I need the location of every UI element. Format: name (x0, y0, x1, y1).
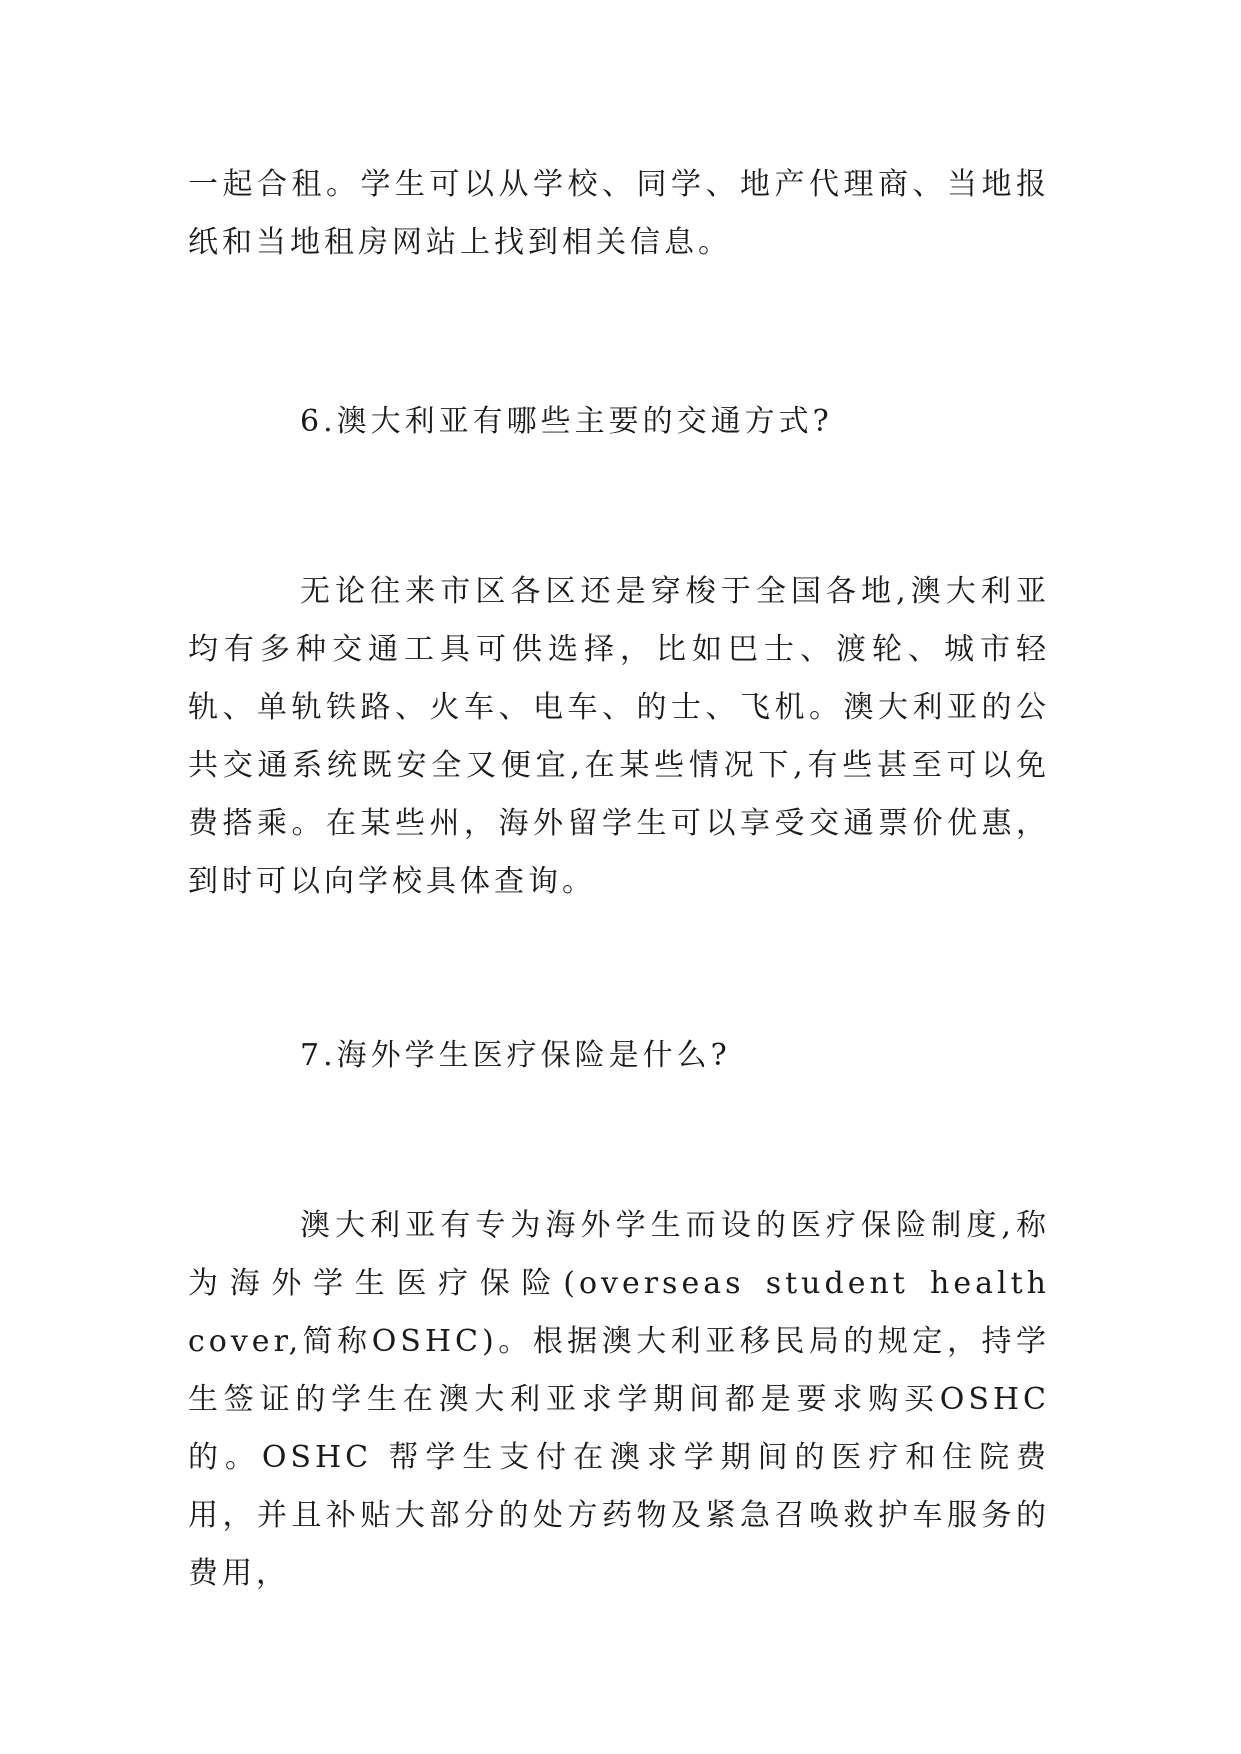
question-heading-oshc: 7.海外学生医疗保险是什么? (300, 1038, 731, 1073)
question-heading-transport: 6.澳大利亚有哪些主要的交通方式? (300, 404, 833, 439)
paragraph-transport: 无论往来市区各区还是穿梭于全国各地,澳大利亚均有多种交通工具可供选择，比如巴士、渡轮、城市轻轨、单轨铁路、火车、电车、的士、飞机。澳大利亚的公 共交通系统既安全又便宜,在某些情况下,有些甚至可以免费搭乘。在某些州，海外留学生可以享受交通票价优惠，到时可以向学校具体查询。 (188, 574, 1050, 899)
paragraph-housing-continued: 一起合租。学生可以从学校、同学、地产代理商、当地报纸和当地租房网站上找到相关信息。 (188, 167, 1050, 260)
paragraph-oshc: 澳大利亚有专为海外学生而设的医疗保险制度,称为海外学生医疗保险(overseas student health cover,简称OSHC)。根据澳大利亚移民局的规定，持学生签证的学生在澳大利亚求学期间都是要求购买OSHC的。OSHC 帮学生支付在澳求学期间的医疗和住院费用，并且补贴大部分的处方药物及紧急召唤救护车服务的费用， (188, 1208, 1050, 1591)
